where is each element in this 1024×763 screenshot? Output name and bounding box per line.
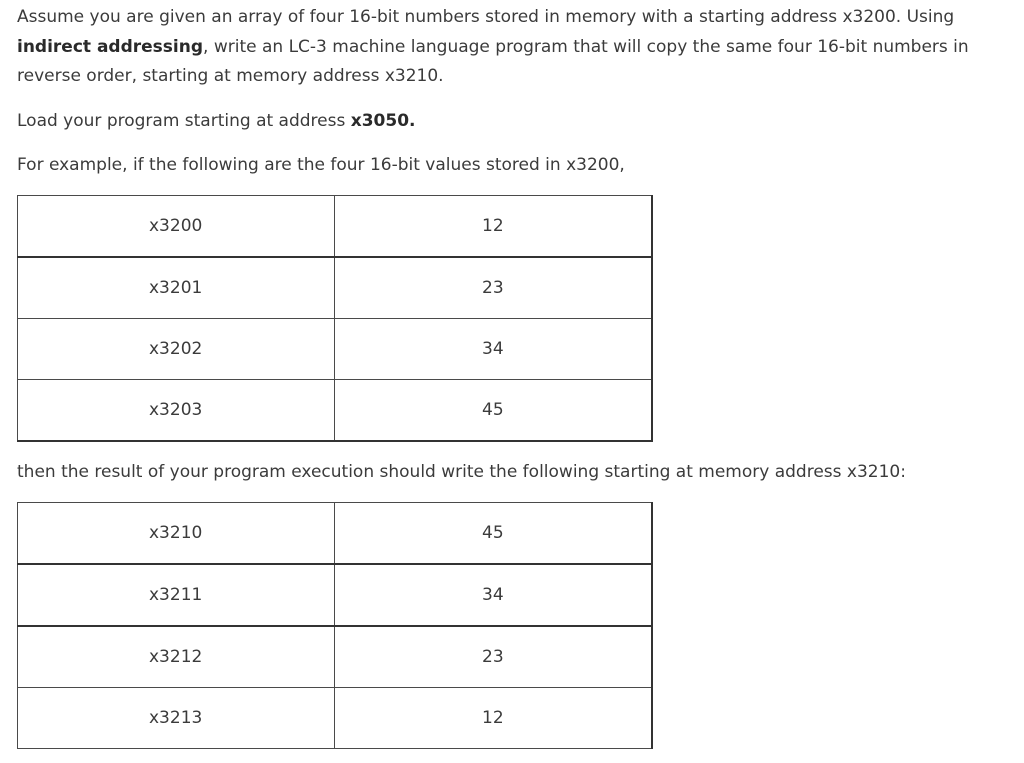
table-row [18,688,653,749]
table-row [18,503,653,565]
intro-text-2: , write an LC-3 machine language program that will copy the same four 16-bit numbers in reverse order, starting at memory address x3210. [17,36,969,86]
address-cell: x3201 [18,257,335,319]
table-row [18,380,653,442]
value-cell: 34 [334,319,652,380]
load-text: Load your program starting at address [17,111,351,131]
example-intro: For example, if the following are the four 16-bit values stored in x3200, [17,155,625,175]
address-cell: x3203 [18,380,335,442]
address-cell: x3213 [18,688,335,749]
value-cell: 34 [334,564,652,626]
source-memory-table [17,195,653,442]
result-intro: then the result of your program execution should write the following starting at memory address x3210: [17,462,906,482]
result-memory-table [17,502,653,749]
load-address: x3050. [350,111,416,131]
value-cell: 12 [334,688,652,749]
table-row [18,257,653,319]
table-row [18,319,653,380]
address-cell: x3211 [18,564,335,626]
value-cell: 23 [334,626,652,688]
address-cell: x3210 [18,503,335,565]
intro-text-1: Assume you are given an array of four 16-bit numbers stored in memory with a starting address x3200. Using [17,7,955,27]
value-cell: 45 [334,380,652,442]
value-cell: 45 [334,503,652,565]
address-cell: x3200 [18,196,335,258]
address-cell: x3202 [18,319,335,380]
load-instruction [17,107,416,137]
table-row [18,564,653,626]
value-cell: 23 [334,257,652,319]
intro-bold-term: indirect addressing [17,36,204,57]
problem-statement [17,3,1012,92]
value-cell: 12 [334,196,652,258]
address-cell: x3212 [18,626,335,688]
table-row [18,626,653,688]
table-row [18,196,653,258]
